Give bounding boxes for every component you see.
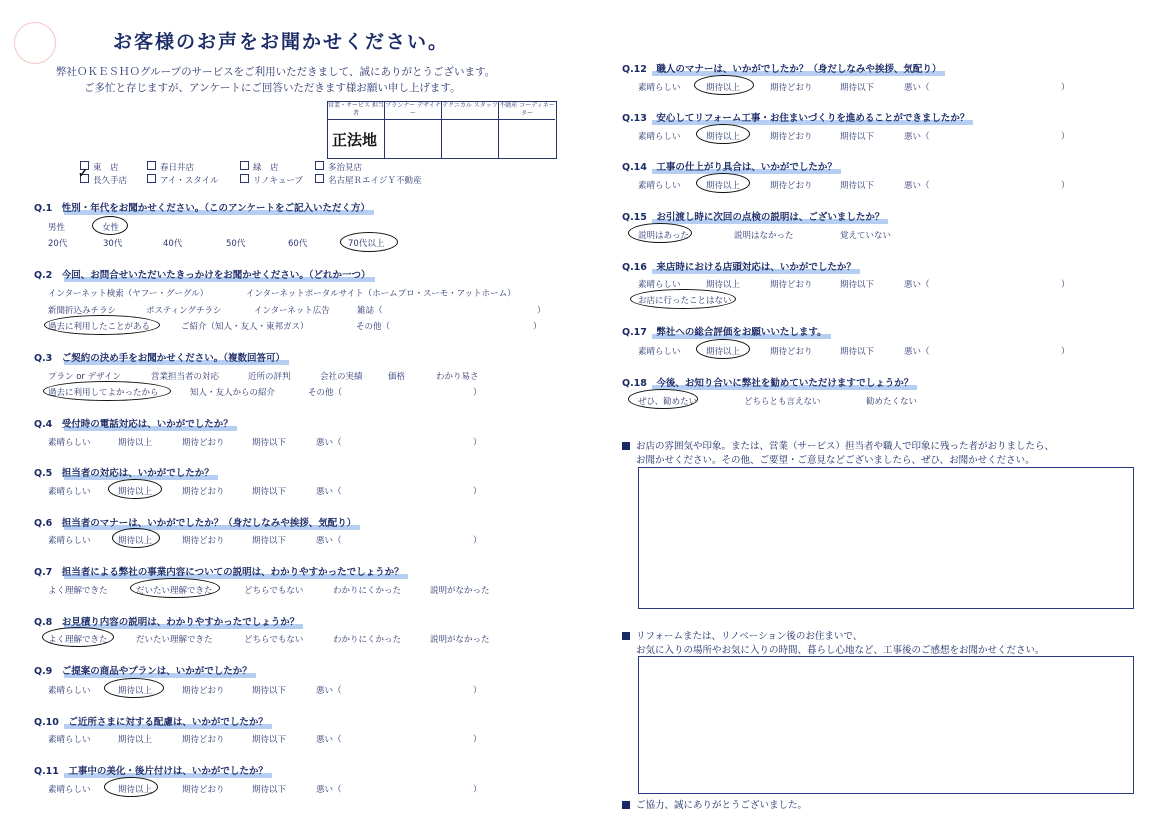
q14-as-expected[interactable]: 期待どおり: [770, 181, 813, 191]
q11-excellent[interactable]: 素晴らしい: [48, 785, 91, 795]
question-17: Q.17 弊社への総合評価をお願いいたします。: [622, 324, 827, 338]
checkbox-icon[interactable]: [240, 174, 249, 183]
q13-below[interactable]: 期待以下: [840, 132, 875, 142]
q7-neither[interactable]: どちらでもない: [244, 586, 304, 596]
question-7: Q.7 担当者による弊社の事業内容についての説明は、わかりやすかったでしょうか？: [34, 564, 404, 578]
answer-circle: [696, 124, 750, 144]
store-tajimi[interactable]: 多治見店: [315, 161, 362, 173]
thanks-message: ご協力、誠にありがとうございました。: [622, 797, 807, 811]
q6-below[interactable]: 期待以下: [252, 536, 287, 546]
checkbox-icon[interactable]: [240, 161, 249, 170]
q1-age-70plus[interactable]: 70代以上: [348, 239, 385, 249]
square-bullet-icon: [622, 801, 630, 809]
store-midori[interactable]: 緑 店: [240, 161, 279, 173]
staff-table: [327, 101, 557, 159]
intro-line-2: ご多忙と存じますが、アンケートにご回答いただきます様お願い申し上げます。: [84, 82, 461, 94]
q4-excellent[interactable]: 素晴らしい: [48, 438, 91, 448]
q17-above[interactable]: 期待以上: [706, 347, 741, 357]
q17-bad[interactable]: 悪い（: [904, 347, 930, 357]
answer-circle: [92, 216, 128, 235]
question-3: Q.3 ご契約の決め手をお聞かせください。（複数回答可）: [34, 350, 285, 364]
q13-bad[interactable]: 悪い（: [904, 132, 930, 142]
q2-referral[interactable]: ご紹介（知人・友人・東邦ガス）: [181, 322, 309, 332]
checkbox-icon[interactable]: [147, 161, 156, 170]
question-2: Q.2 今回、お問合せいただいたきっかけをお聞かせください。（どれか一つ）: [34, 267, 371, 281]
q14-close: ）: [1061, 181, 1070, 191]
q2-posting-flyer[interactable]: ポスティングチラシ: [146, 306, 222, 316]
q2-magazine-close: ）: [537, 306, 546, 316]
q12-above[interactable]: 期待以上: [706, 83, 741, 93]
question-16: Q.16 来店時における店頭対応は、いかがでしたか？: [622, 259, 856, 273]
q5-bad[interactable]: 悪い（: [316, 487, 342, 497]
q10-close: ）: [473, 735, 482, 745]
q9-below[interactable]: 期待以下: [252, 686, 287, 696]
q15-not-explained[interactable]: 説明はなかった: [734, 231, 794, 241]
answer-circle: [43, 381, 171, 401]
q7-mostly-understood[interactable]: だいたい理解できた: [136, 586, 213, 596]
q1-age-30[interactable]: 30代: [103, 239, 123, 249]
store-nagoya-realestate[interactable]: 名古屋ＲエイジＹ不動産: [315, 174, 422, 186]
q10-as-expected[interactable]: 期待どおり: [182, 735, 225, 745]
q1-age-60[interactable]: 60代: [288, 239, 308, 249]
square-bullet-icon: [622, 442, 630, 450]
q2-newspaper-flyer[interactable]: 新聞折込みチラシ: [48, 306, 117, 316]
checkbox-icon[interactable]: [315, 174, 324, 183]
staff-cell-sales[interactable]: [328, 119, 385, 158]
q4-below[interactable]: 期待以下: [252, 438, 287, 448]
staff-cell-planner[interactable]: [385, 119, 442, 158]
q1-male[interactable]: 男性: [48, 223, 66, 233]
answer-circle: [104, 777, 158, 797]
q10-above[interactable]: 期待以上: [118, 735, 153, 745]
q8-hard-to-understand[interactable]: わかりにくかった: [333, 635, 402, 645]
answer-circle: [628, 223, 692, 243]
answer-circle: [696, 339, 750, 359]
square-bullet-icon: [622, 632, 630, 640]
q9-bad[interactable]: 悪い（: [316, 686, 342, 696]
answer-circle: [104, 678, 164, 698]
q11-close: ）: [473, 785, 482, 795]
staff-header-realestate: 不動産 コーディネーター: [499, 102, 555, 120]
q5-as-expected[interactable]: 期待どおり: [182, 487, 225, 497]
q6-close: ）: [473, 536, 482, 546]
q15-explained[interactable]: 説明はあった: [638, 231, 689, 241]
q5-excellent[interactable]: 素晴らしい: [48, 487, 91, 497]
q3-good-past-experience[interactable]: 過去に利用してよかったから: [48, 388, 159, 398]
question-4: Q.4 受付時の電話対応は、いかがでしたか？: [34, 416, 233, 430]
question-1: Q.1 性別・年代をお聞かせください。（このアンケートをご記入いただく方）: [34, 200, 370, 214]
q9-excellent[interactable]: 素晴らしい: [48, 686, 91, 696]
q14-above[interactable]: 期待以上: [706, 181, 741, 191]
free-comment-1-box[interactable]: [638, 467, 1134, 609]
q3-reputation[interactable]: 近所の評判: [248, 372, 291, 382]
question-8: Q.8 お見積り内容の説明は、わかりやすかったでしょうか？: [34, 614, 299, 628]
store-i-style[interactable]: アイ・スタイル: [147, 174, 219, 186]
store-nagakute[interactable]: 長久手店: [80, 174, 127, 186]
q10-bad[interactable]: 悪い（: [316, 735, 342, 745]
q1-age-50[interactable]: 50代: [226, 239, 246, 249]
q6-above[interactable]: 期待以上: [118, 536, 153, 546]
q13-above[interactable]: 期待以上: [706, 132, 741, 142]
answer-circle: [112, 528, 160, 548]
checkbox-icon[interactable]: [147, 174, 156, 183]
answer-circle: [628, 389, 698, 409]
q12-as-expected[interactable]: 期待どおり: [770, 83, 813, 93]
q4-as-expected[interactable]: 期待どおり: [182, 438, 225, 448]
q12-bad[interactable]: 悪い（: [904, 83, 930, 93]
q9-above[interactable]: 期待以上: [118, 686, 153, 696]
q2-magazine[interactable]: 雑誌（: [357, 306, 383, 316]
q17-as-expected[interactable]: 期待どおり: [770, 347, 813, 357]
q16-never-visited[interactable]: お店に行ったことはない: [638, 296, 732, 306]
q12-below[interactable]: 期待以下: [840, 83, 875, 93]
q7-hard-to-understand[interactable]: わかりにくかった: [333, 586, 402, 596]
faint-stamp-mark: [14, 22, 56, 64]
answer-circle: [44, 315, 160, 335]
free-comment-2-prompt-line-2: お気に入りの場所やお気に入りの時間、暮らし心地など、工事後のご感想をお聞かせください。: [636, 645, 1045, 656]
q7-understood-well[interactable]: よく理解できた: [48, 586, 108, 596]
q11-below[interactable]: 期待以下: [252, 785, 287, 795]
q6-excellent[interactable]: 素晴らしい: [48, 536, 91, 546]
store-kasugai[interactable]: 春日井店: [147, 161, 194, 173]
q3-plan-design[interactable]: プラン or デザイン: [48, 372, 122, 382]
answer-circle: [42, 627, 114, 647]
question-12: Q.12 職人のマナーは、いかがでしたか？（身だしなみや挨拶、気配り）: [622, 61, 941, 75]
q18-neither[interactable]: どちらとも言えない: [744, 397, 821, 407]
checkbox-icon[interactable]: [315, 161, 324, 170]
q2-used-before[interactable]: 過去に利用したことがある: [48, 322, 151, 332]
q17-excellent[interactable]: 素晴らしい: [638, 347, 681, 357]
q11-bad[interactable]: 悪い（: [316, 785, 342, 795]
staff-header-planner: プランナー デザイナー: [385, 102, 442, 120]
q17-close: ）: [1061, 347, 1070, 357]
answer-circle: [108, 479, 162, 499]
q16-below[interactable]: 期待以下: [840, 280, 875, 290]
q5-above[interactable]: 期待以上: [118, 487, 153, 497]
q4-above[interactable]: 期待以上: [118, 438, 153, 448]
q12-excellent[interactable]: 素晴らしい: [638, 83, 681, 93]
q3-clarity[interactable]: わかり易さ: [436, 372, 479, 382]
store-east[interactable]: 東 店: [80, 161, 119, 173]
q14-excellent[interactable]: 素晴らしい: [638, 181, 681, 191]
staff-cell-technical[interactable]: [442, 119, 499, 158]
question-6: Q.6 担当者のマナーは、いかがでしたか？（身だしなみや挨拶、気配り）: [34, 515, 356, 529]
answer-circle: [340, 232, 398, 252]
question-18: Q.18 今後、お知り合いに弊社を勧めていただけますでしょうか？: [622, 375, 913, 389]
q8-understood-well[interactable]: よく理解できた: [48, 635, 108, 645]
q13-as-expected[interactable]: 期待どおり: [770, 132, 813, 142]
intro-line-1: 弊社ＯＫＥＳＨＯグループのサービスをご利用いただきまして、誠にありがとうございます。: [56, 66, 496, 78]
q3-friend-referral[interactable]: 知人・友人からの紹介: [190, 388, 276, 398]
q10-below[interactable]: 期待以下: [252, 735, 287, 745]
answer-circle: [630, 289, 736, 309]
q16-close: ）: [1061, 280, 1070, 290]
question-14: Q.14 工事の仕上がり具合は、いかがでしたか？: [622, 159, 837, 173]
answer-circle: [696, 173, 750, 193]
answer-circle: [694, 75, 754, 95]
free-comment-1-prompt-line-2: お聞かせください。その他、ご要望・ご意見などございましたら、ぜひ、お聞かせください。: [636, 455, 1035, 466]
q2-portal-site[interactable]: インターネットポータルサイト（ホームプロ・スーモ・アットホーム）: [246, 289, 516, 299]
q16-above[interactable]: 期待以上: [706, 280, 741, 290]
q1-age-20[interactable]: 20代: [48, 239, 68, 249]
staff-header-sales: 営業・サービス 担当者: [328, 102, 385, 120]
answer-circle: [130, 578, 220, 598]
free-comment-1-prompt-line-1: お店の雰囲気や印象。または、営業（サービス）担当者や職人で印象に残った者がおりましたら、: [622, 438, 1054, 452]
question-13: Q.13 安心してリフォーム工事・お住まいづくりを進めることができましたか？: [622, 110, 969, 124]
q11-as-expected[interactable]: 期待どおり: [182, 785, 225, 795]
q11-above[interactable]: 期待以上: [118, 785, 153, 795]
q10-excellent[interactable]: 素晴らしい: [48, 735, 91, 745]
q3-sales-response[interactable]: 営業担当者の対応: [151, 372, 220, 382]
free-comment-2-prompt-line-1: リフォームまたは、リノベーション後のお住まいで、: [622, 628, 862, 642]
q16-bad[interactable]: 悪い（: [904, 280, 930, 290]
q9-close: ）: [473, 686, 482, 696]
q1-female[interactable]: 女性: [102, 223, 120, 233]
q14-below[interactable]: 期待以下: [840, 181, 875, 191]
q2-internet-search[interactable]: インターネット検索（ヤフー・グーグル）: [48, 289, 209, 299]
q1-age-40[interactable]: 40代: [163, 239, 183, 249]
q5-below[interactable]: 期待以下: [252, 487, 287, 497]
q4-bad[interactable]: 悪い（: [316, 438, 342, 448]
q16-as-expected[interactable]: 期待どおり: [770, 280, 813, 290]
q8-neither[interactable]: どちらでもない: [244, 635, 304, 645]
q2-internet-ad[interactable]: インターネット広告: [254, 306, 330, 316]
q7-no-explanation[interactable]: 説明がなかった: [430, 586, 490, 596]
q12-close: ）: [1061, 83, 1070, 93]
q3-price[interactable]: 価格: [388, 372, 406, 382]
q8-no-explanation[interactable]: 説明がなかった: [430, 635, 490, 645]
question-9: Q.9 ご提案の商品やプランは、いかがでしたか？: [34, 663, 252, 677]
q3-other-close: ）: [473, 388, 482, 398]
q4-close: ）: [473, 438, 482, 448]
q2-other-close: ）: [533, 322, 542, 332]
free-comment-2-box[interactable]: [638, 656, 1134, 794]
q18-not-recommend[interactable]: 勧めたくない: [866, 397, 918, 407]
handwritten-check-icon: ✓: [78, 166, 89, 180]
q17-below[interactable]: 期待以下: [840, 347, 875, 357]
store-renocube[interactable]: リノキューブ: [240, 174, 303, 186]
question-10: Q.10 ご近所さまに対する配慮は、いかがでしたか？: [34, 714, 268, 728]
q13-excellent[interactable]: 素晴らしい: [638, 132, 681, 142]
handwritten-staff-name: 正法地: [332, 131, 378, 149]
staff-cell-realestate[interactable]: [499, 119, 555, 158]
q5-close: ）: [473, 487, 482, 497]
page-title: お客様のお声をお聞かせください。: [113, 31, 450, 53]
question-5: Q.5 担当者の対応は、いかがでしたか？: [34, 465, 214, 479]
q2-other[interactable]: その他（: [356, 322, 391, 332]
q6-bad[interactable]: 悪い（: [316, 536, 342, 546]
q9-as-expected[interactable]: 期待どおり: [182, 686, 225, 696]
question-15: Q.15 お引渡し時に次回の点検の説明は、ございましたか？: [622, 209, 884, 223]
q8-mostly-understood[interactable]: だいたい理解できた: [136, 635, 213, 645]
q6-as-expected[interactable]: 期待どおり: [182, 536, 225, 546]
q13-close: ）: [1061, 132, 1070, 142]
q16-excellent[interactable]: 素晴らしい: [638, 280, 681, 290]
q15-dont-remember[interactable]: 覚えていない: [840, 231, 892, 241]
q3-other[interactable]: その他（: [308, 388, 343, 398]
q14-bad[interactable]: 悪い（: [904, 181, 930, 191]
q3-track-record[interactable]: 会社の実績: [320, 372, 363, 382]
question-11: Q.11 工事中の美化・後片付けは、いかがでしたか？: [34, 763, 268, 777]
q18-definitely-recommend[interactable]: ぜひ、勧めたい: [638, 397, 698, 407]
staff-header-technical: テクニカル スタッフ: [442, 102, 499, 120]
